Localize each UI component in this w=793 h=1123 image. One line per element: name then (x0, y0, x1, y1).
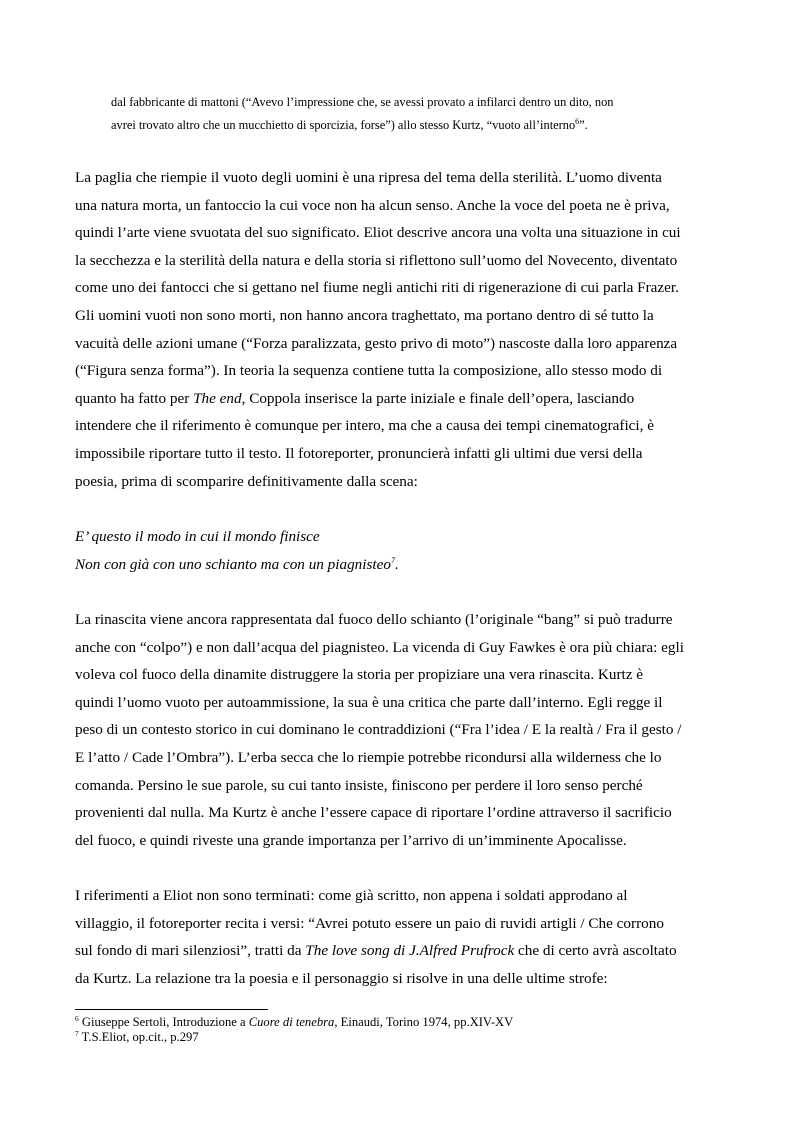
text-line: (“Figura senza forma”). In teoria la sequenza contiene tutta la composizione, allo stesso modo di (75, 362, 663, 380)
text-line: quindi l’uomo vuoto per autoammissione, la sua è una critica che parte dall’interno. Egli regge il (75, 693, 663, 711)
verse-line (75, 551, 735, 579)
text-line: impossibile riportare tutto il testo. Il fotoreporter, pronuncierà infatti gli ultimi due versi della (75, 444, 643, 462)
verse-end: . (394, 555, 399, 573)
text-line: comanda. Persino le sue parole, su cui tanto insiste, finiscono per perdere il loro senso perché (75, 776, 643, 794)
text-line: la secchezza e la sterilità della natura e della storia si riflettono sull’uomo del Novecento, diventato (75, 251, 678, 269)
footnote-text: T.S.Eliot, op.cit., p.297 (78, 1030, 199, 1044)
quote-end: ”. (579, 118, 588, 132)
footnote-6 (75, 1015, 735, 1030)
verse-quote (75, 523, 735, 578)
text-line: La paglia che riempie il vuoto degli uomini è una ripresa del tema della sterilità. L’uomo diventa (75, 169, 662, 186)
block-quote (111, 91, 711, 137)
text-line: quindi l’arte viene svuotata del suo significato. Eliot descrive ancora una volta una situazione in cui (75, 224, 681, 242)
footnote-divider (75, 1009, 268, 1010)
text-segment: che di certo avrà ascoltato (514, 942, 677, 960)
text-line: anche con “colpo”) e non dall’acqua del piagnisteo. La vicenda di Guy Fawkes è ora più chiara: egli (75, 638, 684, 656)
text-line: intendere che il riferimento è comunque per intero, ma che a causa dei tempi cinematografici, è (75, 417, 654, 435)
text-line: E l’atto / Cade l’Ombra”). L’erba secca che lo riempie potrebbe ricondursi alla wilderness che lo (75, 748, 662, 766)
text-line: una natura morta, un fantoccio la cui voce non ha alcun senso. Anche la voce del poeta ne è priva, (75, 196, 670, 214)
text-line: come uno dei fantocci che si gettano nel fiume negli antichi riti di rigenerazione di cui parla Frazer. (75, 279, 679, 297)
footnote-ref-6: 6 (575, 116, 580, 126)
text-line: villaggio, il fotoreporter recita i versi: “Avrei potuto essere un paio di ruvidi artigli / Che corrono (75, 914, 664, 932)
footnote-text: Giuseppe Sertoli, Introduzione a (78, 1015, 249, 1029)
text-segment: , Coppola inserisce la parte iniziale e finale dell’opera, lasciando (241, 389, 635, 407)
text-line: Gli uomini vuoti non sono morti, non hanno ancora traghettato, ma portano dentro di sé tutto la (75, 306, 654, 324)
text-line: vacuità delle azioni umane (“Forza paralizzata, gesto privo di moto”) nascoste dalla loro apparenza (75, 334, 678, 352)
paragraph-2 (75, 606, 735, 854)
footnote-text: , Einaudi, Torino 1974, pp.XIV-XV (334, 1015, 514, 1029)
paragraph-1 (75, 164, 735, 495)
footnotes (75, 1015, 735, 1045)
text-line: da Kurtz. La relazione tra la poesia e il personaggio si risolve in una delle ultime strofe: (75, 969, 608, 987)
text-line: poesia, prima di scomparire definitivamente dalla scena: (75, 472, 418, 490)
text-line: provenienti dal nulla. Ma Kurtz è anche l’essere capace di riportare l’ordine attraverso il sacrificio (75, 804, 672, 822)
text-line (75, 937, 735, 965)
text-segment: quanto ha fatto per (75, 389, 194, 407)
text-segment: sul fondo di mari silenziosi”, tratti da (75, 942, 306, 960)
text-line: peso di un contesto storico in cui dominano le contraddizioni (“Fra l’idea / E la realtà / Fra il gesto / (75, 721, 682, 739)
footnote-number: 7 (75, 1028, 79, 1038)
quote-line (111, 114, 711, 137)
text-line: I riferimenti a Eliot non sono terminati: come già scritto, non appena i soldati approdano al (75, 887, 628, 904)
film-title: The end (193, 389, 242, 407)
text-line (75, 385, 735, 413)
text-line: La rinascita viene ancora rappresentata dal fuoco dello schianto (l’originale “bang” si può tradurre (75, 611, 673, 628)
book-title: Cuore di tenebra (248, 1015, 335, 1029)
quote-line: dal fabbricante di mattoni (“Avevo l’impressione che, se avessi provato a infilarci dentro un dito, non (111, 95, 614, 109)
text-line: del fuoco, e quindi riveste una grande importanza per l’arrivo di un’imminente Apocalisse. (75, 831, 627, 849)
quote-text: avrei trovato altro che un mucchietto di sporcizia, forse”) allo stesso Kurtz, “vuoto all’interno (111, 118, 576, 132)
footnote-7 (75, 1030, 735, 1045)
verse-text: Non con già con uno schianto ma con un piagnisteo (75, 555, 391, 573)
paragraph-3 (75, 882, 735, 992)
poem-title: The love song di J.Alfred Prufrock (305, 942, 515, 960)
verse-line: E’ questo il modo in cui il mondo finisce (75, 528, 320, 545)
text-line: voleva col fuoco della dinamite distruggere la storia per propiziare una vera rinascita. Kurtz è (75, 666, 644, 684)
footnote-number: 6 (75, 1013, 79, 1023)
footnote-ref-7: 7 (390, 555, 395, 565)
